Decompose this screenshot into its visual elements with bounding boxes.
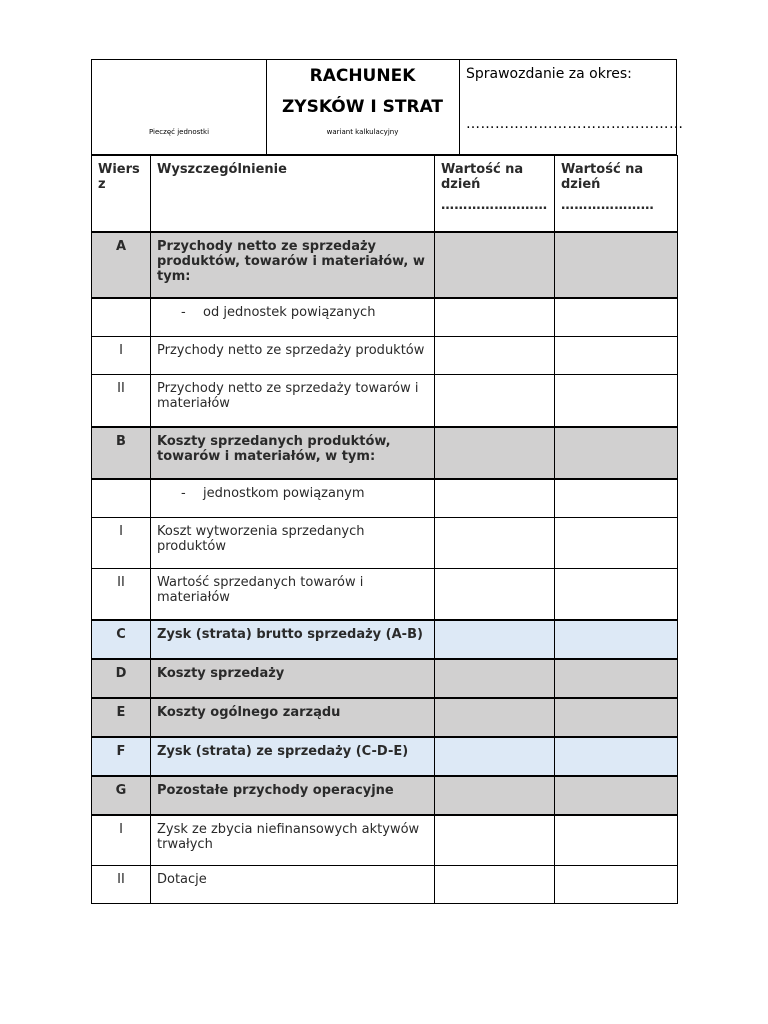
value2-cell[interactable] (555, 298, 678, 337)
row-number: A (92, 232, 151, 298)
value1-date-field[interactable]: …………………… (441, 198, 548, 213)
row-description: Przychody netto ze sprzedaży produktów, towarów i materiałów, w tym: (151, 232, 435, 298)
col-header-row-number: Wiers z (92, 156, 151, 232)
table-row (92, 866, 678, 904)
value2-cell[interactable] (555, 569, 678, 620)
value1-cell[interactable] (435, 518, 555, 569)
row-number (92, 298, 151, 337)
row-description (151, 298, 435, 337)
value2-cell[interactable] (555, 232, 678, 298)
sub-item-text: jednostkom powiązanym (203, 485, 365, 501)
row-number: I (92, 337, 151, 375)
table-row (92, 337, 678, 375)
value1-cell[interactable] (435, 569, 555, 620)
row-number: I (92, 815, 151, 866)
row-number: G (92, 776, 151, 815)
value2-cell[interactable] (555, 776, 678, 815)
value1-cell[interactable] (435, 815, 555, 866)
row-number: F (92, 737, 151, 776)
income-statement-form (91, 59, 684, 904)
row-number: E (92, 698, 151, 737)
table-row (92, 518, 678, 569)
table-row (92, 737, 678, 776)
value1-cell[interactable] (435, 737, 555, 776)
value2-cell[interactable] (555, 620, 678, 659)
table-row (92, 620, 678, 659)
document-title-line1: RACHUNEK (309, 66, 416, 86)
value2-cell[interactable] (555, 737, 678, 776)
col-header-value2-label: Wartość na dzień (561, 162, 644, 192)
row-number (92, 479, 151, 518)
value2-cell[interactable] (555, 518, 678, 569)
row-number: II (92, 569, 151, 620)
col-header-value1-label: Wartość na dzień (441, 162, 524, 192)
value1-cell[interactable] (435, 427, 555, 479)
period-label: Sprawozdanie za okres: (466, 66, 632, 82)
value2-date-field[interactable]: ………………… (561, 198, 655, 213)
col-header-value2 (555, 156, 678, 232)
table-row (92, 375, 678, 427)
table-row (92, 776, 678, 815)
form-header (91, 59, 684, 155)
period-cell (460, 60, 684, 154)
table-row (92, 479, 678, 518)
value1-cell[interactable] (435, 337, 555, 375)
sub-item-dash: - (181, 304, 186, 320)
value2-cell[interactable] (555, 427, 678, 479)
row-number: C (92, 620, 151, 659)
row-description (151, 479, 435, 518)
row-description: Zysk (strata) brutto sprzedaży (A-B) (151, 620, 435, 659)
table-row (92, 569, 678, 620)
row-description: Koszt wytworzenia sprzedanych produktów (151, 518, 435, 569)
table-row (92, 427, 678, 479)
value2-cell[interactable] (555, 815, 678, 866)
stamp-cell (92, 60, 267, 154)
value2-cell[interactable] (555, 337, 678, 375)
row-number: I (92, 518, 151, 569)
table-row (92, 815, 678, 866)
value2-cell[interactable] (555, 698, 678, 737)
table-row (92, 232, 678, 298)
row-description: Zysk (strata) ze sprzedaży (C-D-E) (151, 737, 435, 776)
row-description: Przychody netto ze sprzedaży produktów (151, 337, 435, 375)
col-header-value1 (435, 156, 555, 232)
row-description: Wartość sprzedanych towarów i materiałów (151, 569, 435, 620)
row-number: II (92, 866, 151, 904)
title-cell (266, 60, 460, 154)
table-header-row (92, 156, 678, 232)
row-number: D (92, 659, 151, 698)
row-description: Zysk ze zbycia niefinansowych aktywów trwałych (151, 815, 435, 866)
value1-cell[interactable] (435, 776, 555, 815)
value1-cell[interactable] (435, 866, 555, 904)
row-number: II (92, 375, 151, 427)
value2-cell[interactable] (555, 479, 678, 518)
row-description: Koszty sprzedaży (151, 659, 435, 698)
col-header-item: Wyszczególnienie (151, 156, 435, 232)
stamp-label: Pieczęć jednostki (148, 128, 210, 136)
value1-cell[interactable] (435, 232, 555, 298)
row-number: B (92, 427, 151, 479)
row-description: Koszty sprzedanych produktów, towarów i materiałów, w tym: (151, 427, 435, 479)
sub-item-dash: - (181, 485, 186, 501)
value1-cell[interactable] (435, 659, 555, 698)
document-title-line2: ZYSKÓW I STRAT (281, 97, 444, 117)
row-description: Koszty ogólnego zarządu (151, 698, 435, 737)
variant-label: wariant kalkulacyjny (326, 128, 399, 136)
period-field[interactable]: ……………………………………… (466, 116, 684, 132)
value1-cell[interactable] (435, 375, 555, 427)
value2-cell[interactable] (555, 375, 678, 427)
statement-table (91, 155, 678, 904)
table-row (92, 298, 678, 337)
row-description: Przychody netto ze sprzedaży towarów i materiałów (151, 375, 435, 427)
value1-cell[interactable] (435, 698, 555, 737)
table-row (92, 659, 678, 698)
value1-cell[interactable] (435, 479, 555, 518)
table-row (92, 698, 678, 737)
row-description: Dotacje (151, 866, 435, 904)
row-description: Pozostałe przychody operacyjne (151, 776, 435, 815)
value2-cell[interactable] (555, 866, 678, 904)
sub-item-text: od jednostek powiązanych (203, 304, 376, 320)
value2-cell[interactable] (555, 659, 678, 698)
value1-cell[interactable] (435, 298, 555, 337)
value1-cell[interactable] (435, 620, 555, 659)
